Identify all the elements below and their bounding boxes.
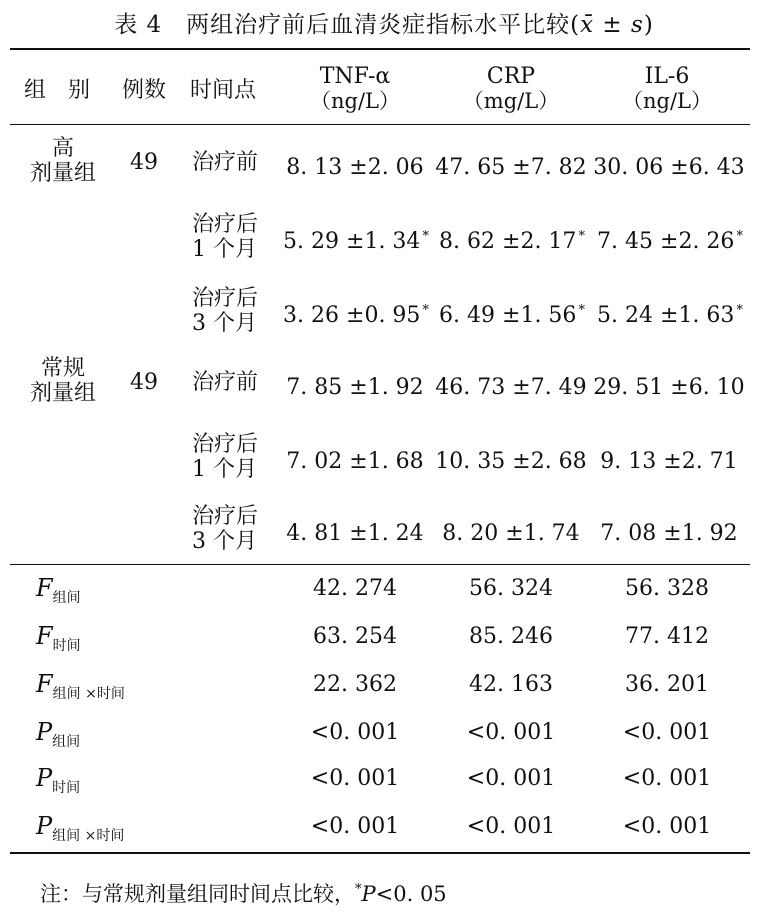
header-tnf: TNF-α （ng/L） bbox=[310, 64, 400, 113]
stat-tnf: 63. 254 bbox=[313, 624, 397, 649]
stat-symbol: P bbox=[36, 812, 53, 840]
cell-il6-value: 30. 06 ±6. 43 bbox=[593, 155, 745, 180]
time-point bbox=[192, 150, 258, 175]
cell-tnf-star: * bbox=[422, 229, 429, 244]
cell-crp-value: 8. 20 ±1. 74 bbox=[442, 521, 580, 546]
stat-subscript: 组间 bbox=[52, 734, 81, 750]
table-note: 注：与常规剂量组同时间点比较，*P<0. 05 bbox=[40, 882, 447, 906]
stat-il6: 77. 412 bbox=[625, 624, 709, 649]
cell-tnf-value: 8. 13 ±2. 06 bbox=[286, 155, 424, 180]
cell-tnf bbox=[276, 444, 436, 474]
cell-il6-value: 29. 51 ±6. 10 bbox=[593, 375, 745, 400]
stat-tnf: <0. 001 bbox=[310, 814, 400, 839]
cell-il6-value: 5. 24 ±1. 63 bbox=[597, 303, 735, 328]
stat-symbol: F bbox=[36, 622, 53, 650]
stat-subscript: 时间 bbox=[52, 638, 81, 654]
cell-il6 bbox=[590, 298, 750, 328]
cell-il6 bbox=[590, 370, 750, 400]
header-crp: CRP （mg/L） bbox=[462, 64, 560, 113]
stat-tnf: <0. 001 bbox=[310, 766, 400, 791]
group-name bbox=[20, 136, 106, 186]
cell-crp-star: * bbox=[578, 303, 585, 318]
stats-rule bbox=[10, 564, 750, 565]
header-group: 组 别 bbox=[24, 78, 91, 103]
cell-tnf bbox=[276, 150, 436, 180]
stat-label bbox=[36, 576, 81, 611]
cell-crp bbox=[432, 370, 592, 400]
stat-symbol: F bbox=[36, 574, 53, 602]
stat-crp: <0. 001 bbox=[466, 720, 556, 745]
time-point-line1: 治疗后 bbox=[192, 286, 259, 311]
time-point bbox=[192, 370, 258, 395]
cell-il6-value: 9. 13 ±2. 71 bbox=[600, 449, 738, 474]
cell-crp-star: * bbox=[578, 229, 585, 244]
cell-crp-value: 8. 62 ±2. 17 bbox=[439, 229, 577, 254]
stat-il6: <0. 001 bbox=[622, 814, 712, 839]
top-rule bbox=[10, 48, 750, 50]
stat-tnf: 42. 274 bbox=[313, 576, 397, 601]
cell-tnf bbox=[276, 516, 436, 546]
stat-label bbox=[36, 814, 124, 849]
stat-il6: <0. 001 bbox=[622, 720, 712, 745]
stat-subscript: 组间 ×时间 bbox=[52, 828, 125, 844]
stat-subscript: 时间 bbox=[52, 780, 81, 796]
cell-il6-star: * bbox=[736, 229, 743, 244]
group-count: 49 bbox=[130, 150, 158, 175]
group-count: 49 bbox=[130, 370, 158, 395]
time-point bbox=[192, 286, 258, 336]
stat-symbol: P bbox=[36, 764, 53, 792]
table-title: 表 4 两组治疗前后血清炎症指标水平比较(x̄ ± s) bbox=[114, 12, 654, 38]
cell-crp-value: 10. 35 ±2. 68 bbox=[435, 449, 587, 474]
cell-crp bbox=[432, 150, 592, 180]
cell-tnf-value: 7. 85 ±1. 92 bbox=[286, 375, 424, 400]
cell-crp bbox=[432, 444, 592, 474]
cell-tnf bbox=[276, 224, 436, 254]
bottom-rule bbox=[10, 852, 750, 854]
cell-crp-value: 47. 65 ±7. 82 bbox=[435, 155, 587, 180]
time-point-line1: 治疗前 bbox=[192, 150, 259, 175]
group-name-line1: 常规 bbox=[40, 356, 85, 381]
header-rule bbox=[10, 124, 750, 125]
header-il6: IL-6 （ng/L） bbox=[622, 64, 712, 113]
group-name-line2: 剂量组 bbox=[29, 381, 96, 406]
stat-symbol: P bbox=[36, 718, 53, 746]
cell-il6 bbox=[590, 444, 750, 474]
cell-il6-value: 7. 08 ±1. 92 bbox=[600, 521, 738, 546]
group-name-line2: 剂量组 bbox=[29, 161, 96, 186]
stat-symbol: F bbox=[36, 670, 53, 698]
cell-crp-value: 46. 73 ±7. 49 bbox=[435, 375, 587, 400]
stat-crp: 42. 163 bbox=[469, 672, 553, 697]
time-point-line2: 1 个月 bbox=[192, 457, 257, 482]
stat-label bbox=[36, 624, 81, 659]
stat-subscript: 组间 ×时间 bbox=[52, 686, 125, 702]
cell-tnf bbox=[276, 370, 436, 400]
group-name-line1: 高 bbox=[51, 136, 74, 161]
time-point-line1: 治疗后 bbox=[192, 504, 259, 529]
time-point bbox=[192, 504, 258, 554]
cell-il6 bbox=[590, 150, 750, 180]
time-point-line2: 1 个月 bbox=[192, 237, 257, 262]
stat-il6: <0. 001 bbox=[622, 766, 712, 791]
cell-crp-value: 6. 49 ±1. 56 bbox=[439, 303, 577, 328]
cell-crp bbox=[432, 224, 592, 254]
stat-label bbox=[36, 766, 80, 801]
time-point-line2: 3 个月 bbox=[192, 311, 257, 336]
header-count: 例数 bbox=[122, 78, 167, 103]
stat-tnf: <0. 001 bbox=[310, 720, 400, 745]
stat-label bbox=[36, 720, 80, 755]
stat-crp: 56. 324 bbox=[469, 576, 553, 601]
cell-il6-star: * bbox=[736, 303, 743, 318]
time-point-line1: 治疗后 bbox=[192, 212, 259, 237]
cell-crp bbox=[432, 516, 592, 546]
stat-il6: 56. 328 bbox=[625, 576, 709, 601]
cell-tnf-value: 5. 29 ±1. 34 bbox=[283, 229, 421, 254]
time-point bbox=[192, 432, 258, 482]
cell-tnf-star: * bbox=[422, 303, 429, 318]
time-point-line1: 治疗前 bbox=[192, 370, 259, 395]
header-time: 时间点 bbox=[190, 78, 257, 103]
cell-il6 bbox=[590, 516, 750, 546]
time-point bbox=[192, 212, 258, 262]
stat-subscript: 组间 bbox=[52, 590, 81, 606]
cell-tnf-value: 4. 81 ±1. 24 bbox=[286, 521, 424, 546]
stat-crp: <0. 001 bbox=[466, 814, 556, 839]
cell-crp bbox=[432, 298, 592, 328]
cell-tnf bbox=[276, 298, 436, 328]
stat-crp: <0. 001 bbox=[466, 766, 556, 791]
time-point-line2: 3 个月 bbox=[192, 529, 257, 554]
group-name bbox=[20, 356, 106, 406]
stat-il6: 36. 201 bbox=[625, 672, 709, 697]
cell-il6 bbox=[590, 224, 750, 254]
cell-il6-value: 7. 45 ±2. 26 bbox=[597, 229, 735, 254]
cell-tnf-value: 3. 26 ±0. 95 bbox=[283, 303, 421, 328]
stat-crp: 85. 246 bbox=[469, 624, 553, 649]
stat-label bbox=[36, 672, 125, 707]
time-point-line1: 治疗后 bbox=[192, 432, 259, 457]
stat-tnf: 22. 362 bbox=[313, 672, 397, 697]
cell-tnf-value: 7. 02 ±1. 68 bbox=[286, 449, 424, 474]
